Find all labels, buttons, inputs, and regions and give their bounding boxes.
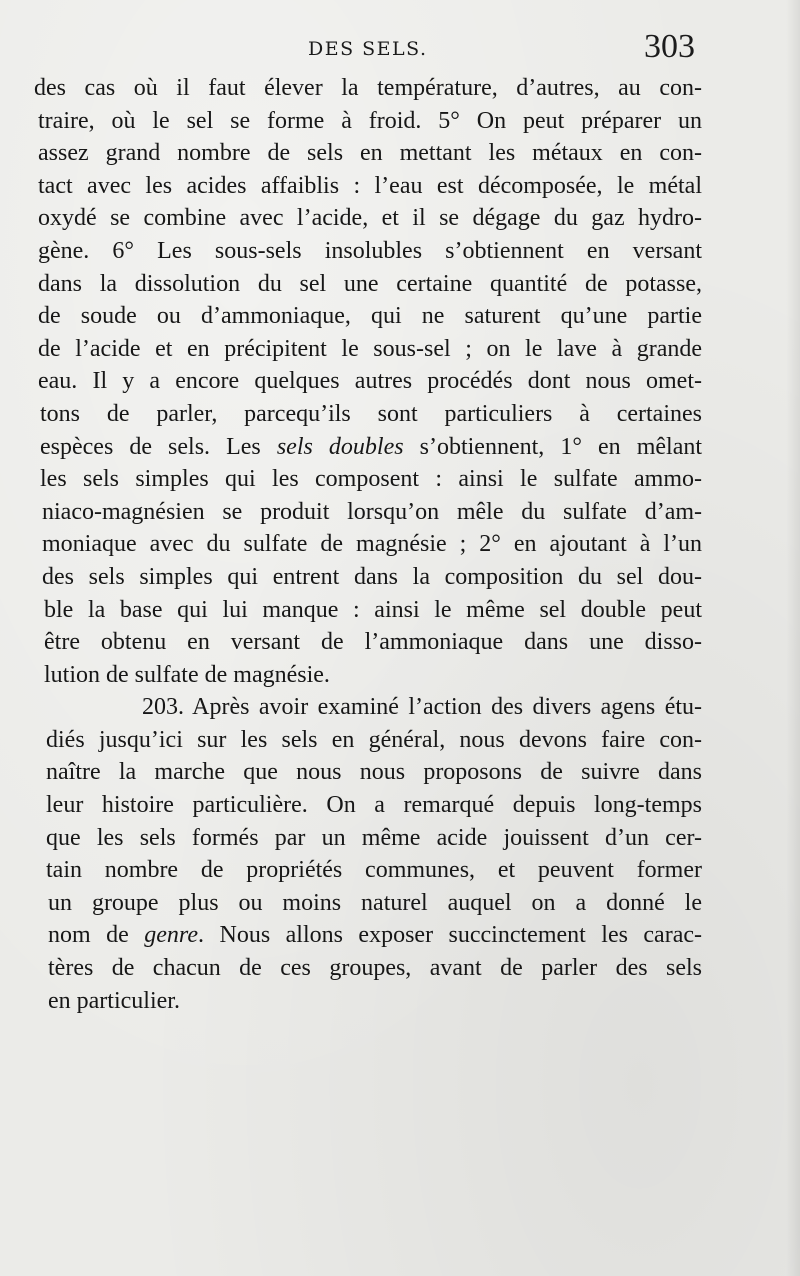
text-segment: espèces de sels. Les [40, 433, 277, 460]
text-line: de soude ou d’ammoniaque, qui ne saturent qu’une partie [38, 303, 702, 330]
text-line: eau. Il y a encore quelques autres procédés dont nous omet- [38, 368, 702, 395]
text-line: que les sels formés par un même acide jouissent d’un cer- [46, 824, 702, 851]
text-line: naître la marche que nous nous proposons de suivre dans [46, 759, 702, 786]
text-line: traire, où le sel se forme à froid. 5° On peut préparer un [38, 107, 702, 134]
text-segment: s’obtiennent, 1° en mêlant [403, 433, 703, 460]
text-line: de l’acide et en précipitent le sous-sel ; on le lave à grande [38, 335, 702, 362]
text-segment: nom de [48, 922, 145, 949]
text-line [34, 431, 702, 464]
text-line: diés jusqu’ici sur les sels en général, nous devons faire con- [46, 726, 702, 753]
text-line: les sels simples qui les composent : ainsi le sulfate ammo- [40, 466, 702, 493]
text-line: en particulier. [48, 987, 180, 1014]
text-line: des cas où il faut élever la température, d’autres, au con- [34, 75, 702, 101]
text-line: être obtenu en versant de l’ammoniaque dans une disso- [44, 629, 702, 656]
text-line: tact avec les acides affaiblis : l’eau est décomposée, le métal [38, 172, 702, 199]
page-edge-shadow [786, 0, 800, 1276]
text-line: moniaque avec du sulfate de magnésie ; 2° en ajoutant à l’un [42, 531, 702, 558]
text-line: leur histoire particulière. On a remarqué depuis long-temps [46, 792, 702, 819]
text-line: tons de parler, parcequ’ils sont particuliers à certaines [40, 400, 702, 427]
text-line: assez grand nombre de sels en mettant les métaux en con- [38, 140, 702, 167]
text-line: lution de sulfate de magnésie. [44, 661, 330, 688]
body-text [34, 72, 702, 1017]
text-line [34, 919, 702, 952]
italic-term: genre [144, 922, 199, 949]
text-line: tain nombre de propriétés communes, et peuvent former [46, 857, 702, 884]
text-line: dans la dissolution du sel une certaine quantité de potasse, [38, 270, 702, 297]
page-number: 303 [644, 28, 695, 65]
text-line: oxydé se combine avec l’acide, et il se dégage du gaz hydro- [38, 205, 702, 232]
running-head: DES SELS. [308, 38, 428, 60]
text-segment: . Nous allons exposer succinctement les carac- [198, 922, 702, 949]
text-line: ble la base qui lui manque : ainsi le même sel double peut [44, 596, 702, 623]
text-line: niaco-magnésien se produit lorsqu’on mêle du sulfate d’am- [42, 498, 702, 525]
text-line: des sels simples qui entrent dans la composition du sel dou- [42, 563, 702, 590]
text-line: tères de chacun de ces groupes, avant de parler des sels [48, 955, 702, 982]
text-line: un groupe plus ou moins naturel auquel on a donné le [48, 889, 702, 916]
italic-term: sels doubles [276, 433, 404, 460]
text-line: gène. 6° Les sous-sels insolubles s’obtiennent en versant [38, 237, 702, 264]
text-line: 203. Après avoir examiné l’action des divers agens étu- [142, 694, 702, 721]
